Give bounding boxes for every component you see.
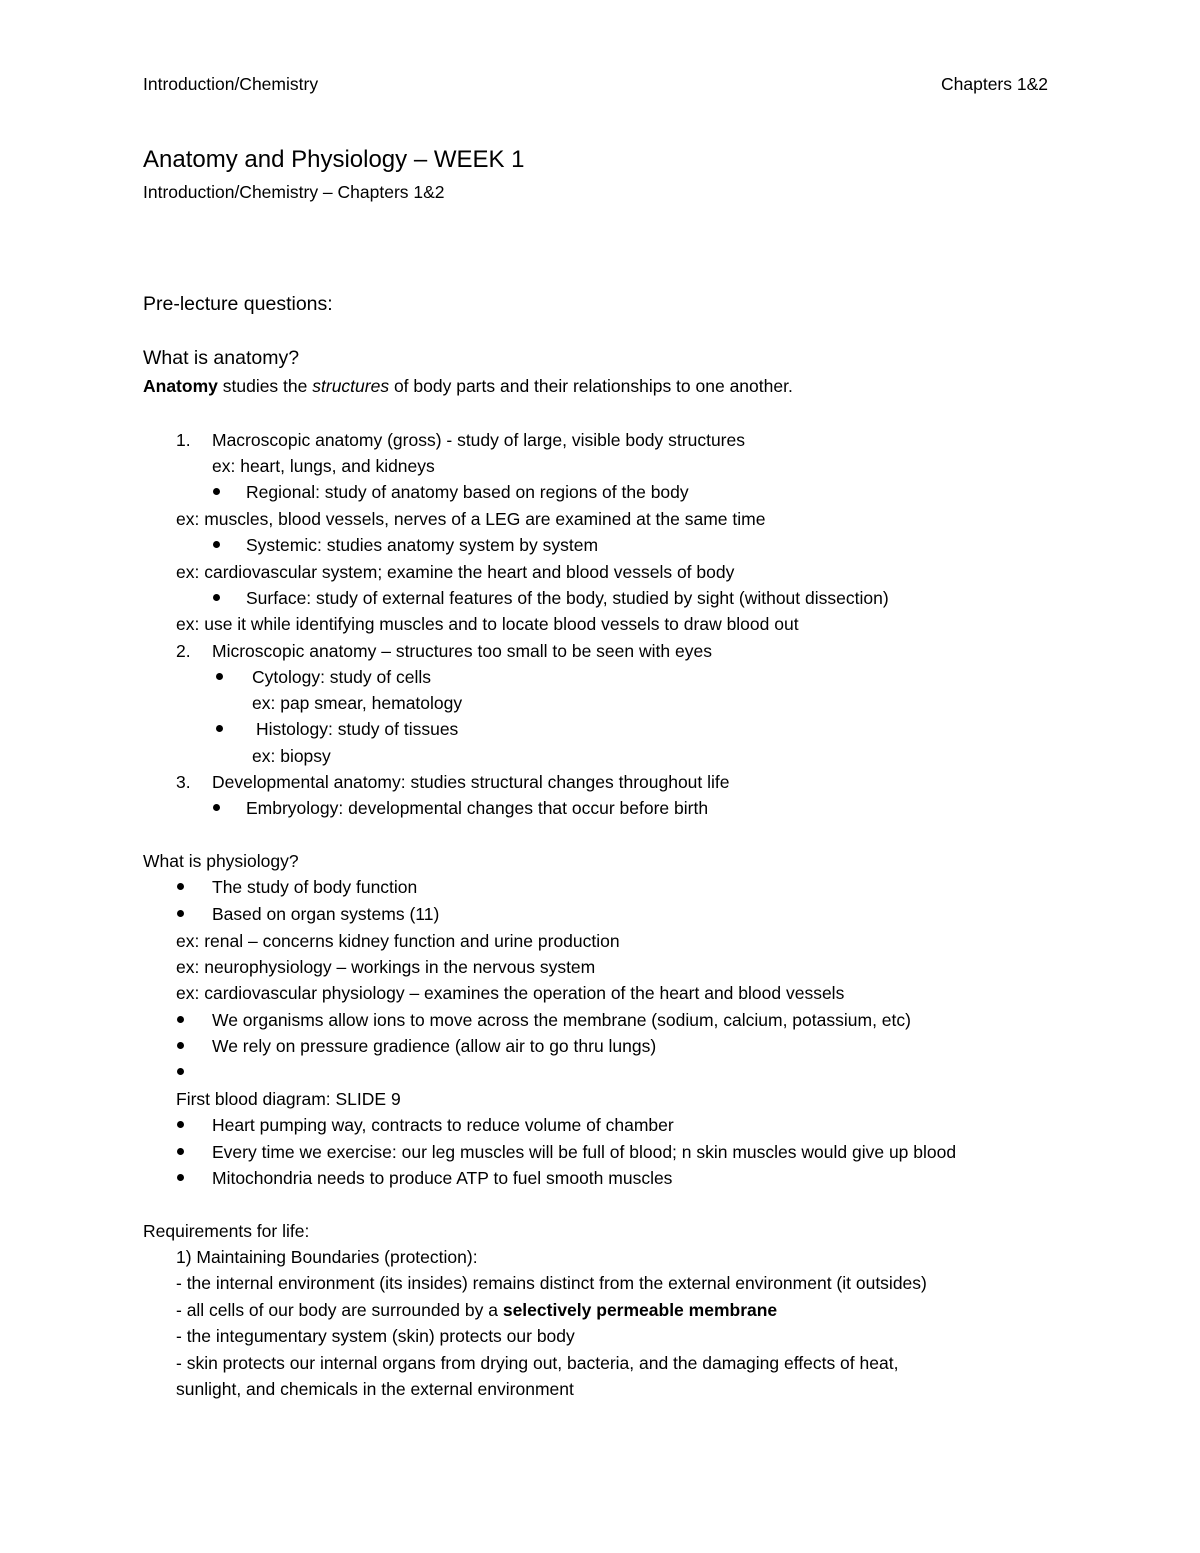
bullet-icon — [216, 673, 223, 680]
requirement-detail: - the integumentary system (skin) protects our body — [176, 1326, 575, 1346]
bullet-icon — [177, 910, 184, 917]
selectively-permeable-membrane-term: selectively permeable membrane — [502, 1300, 778, 1320]
list-item: Histology: study of tissues — [256, 719, 459, 739]
requirements-heading: Requirements for life: — [143, 1221, 310, 1241]
document-title: Anatomy and Physiology – WEEK 1 — [143, 146, 525, 173]
requirement-detail — [176, 1299, 777, 1321]
example-line: ex: biopsy — [252, 746, 331, 766]
list-item: Microscopic anatomy – structures too small to be seen with eyes — [212, 641, 712, 661]
bullet-icon — [216, 725, 223, 732]
list-number: 1. — [176, 430, 191, 450]
header-left: Introduction/Chemistry — [143, 74, 319, 94]
requirement-detail: - the internal environment (its insides) remains distinct from the external environment (it outsides) — [176, 1273, 927, 1293]
bullet-icon — [177, 883, 184, 890]
bullet-icon — [177, 1016, 184, 1023]
anatomy-def-text: studies the — [217, 376, 313, 396]
anatomy-structures-term: structures — [312, 376, 390, 396]
list-item: Cytology: study of cells — [252, 667, 431, 687]
list-item: Surface: study of external features of the body, studied by sight (without dissection) — [246, 588, 889, 608]
list-item: Mitochondria needs to produce ATP to fuel smooth muscles — [212, 1168, 673, 1188]
list-item: Every time we exercise: our leg muscles will be full of blood; n skin muscles would give up blood — [212, 1142, 957, 1162]
requirement-detail: - skin protects our internal organs from drying out, bacteria, and the damaging effects of heat, — [176, 1353, 899, 1373]
bullet-icon — [177, 1148, 184, 1155]
list-item: The study of body function — [212, 877, 418, 897]
bullet-icon — [177, 1042, 184, 1049]
bullet-icon — [177, 1121, 184, 1128]
example-line: ex: cardiovascular physiology – examines the operation of the heart and blood vessels — [176, 983, 845, 1003]
anatomy-def-end: of body parts and their relationships to one another. — [389, 376, 793, 396]
list-item: Developmental anatomy: studies structural changes throughout life — [212, 772, 730, 792]
list-item: Systemic: studies anatomy system by system — [246, 535, 599, 555]
list-item: We rely on pressure gradience (allow air to go thru lungs) — [212, 1036, 657, 1056]
example-line: ex: renal – concerns kidney function and urine production — [176, 931, 620, 951]
list-item: Regional: study of anatomy based on regions of the body — [246, 482, 689, 502]
anatomy-question: What is anatomy? — [143, 347, 300, 369]
list-number: 3. — [176, 772, 191, 792]
physiology-question: What is physiology? — [143, 851, 299, 871]
example-line: ex: pap smear, hematology — [252, 693, 463, 713]
header-right: Chapters 1&2 — [941, 74, 1049, 94]
example-line: ex: use it while identifying muscles and to locate blood vessels to draw blood out — [176, 614, 799, 634]
example-line: ex: cardiovascular system; examine the heart and blood vessels of body — [176, 562, 735, 582]
anatomy-definition — [143, 375, 793, 397]
prelecture-heading: Pre-lecture questions: — [143, 293, 333, 315]
example-line: ex: neurophysiology – workings in the nervous system — [176, 957, 596, 977]
bullet-icon — [213, 594, 220, 601]
bullet-icon — [213, 541, 220, 548]
example-line: ex: heart, lungs, and kidneys — [212, 456, 435, 476]
list-number: 2. — [176, 641, 191, 661]
bullet-icon — [177, 1174, 184, 1181]
requirement-detail: sunlight, and chemicals in the external environment — [176, 1379, 574, 1399]
list-item: Based on organ systems (11) — [212, 904, 440, 924]
list-item: Embryology: developmental changes that occur before birth — [246, 798, 709, 818]
anatomy-term: Anatomy — [143, 376, 218, 396]
bullet-icon — [213, 488, 220, 495]
blood-diagram-note: First blood diagram: SLIDE 9 — [176, 1089, 401, 1109]
document-subtitle: Introduction/Chemistry – Chapters 1&2 — [143, 182, 445, 202]
list-item: Heart pumping way, contracts to reduce volume of chamber — [212, 1115, 674, 1135]
example-line: ex: muscles, blood vessels, nerves of a LEG are examined at the same time — [176, 509, 766, 529]
requirement-item: 1) Maintaining Boundaries (protection): — [176, 1247, 478, 1267]
bullet-icon — [177, 1068, 184, 1075]
bullet-icon — [213, 804, 220, 811]
requirement-detail-text: - all cells of our body are surrounded by a — [176, 1300, 503, 1320]
list-item: Macroscopic anatomy (gross) - study of large, visible body structures — [212, 430, 745, 450]
list-item: We organisms allow ions to move across the membrane (sodium, calcium, potassium, etc) — [212, 1010, 911, 1030]
